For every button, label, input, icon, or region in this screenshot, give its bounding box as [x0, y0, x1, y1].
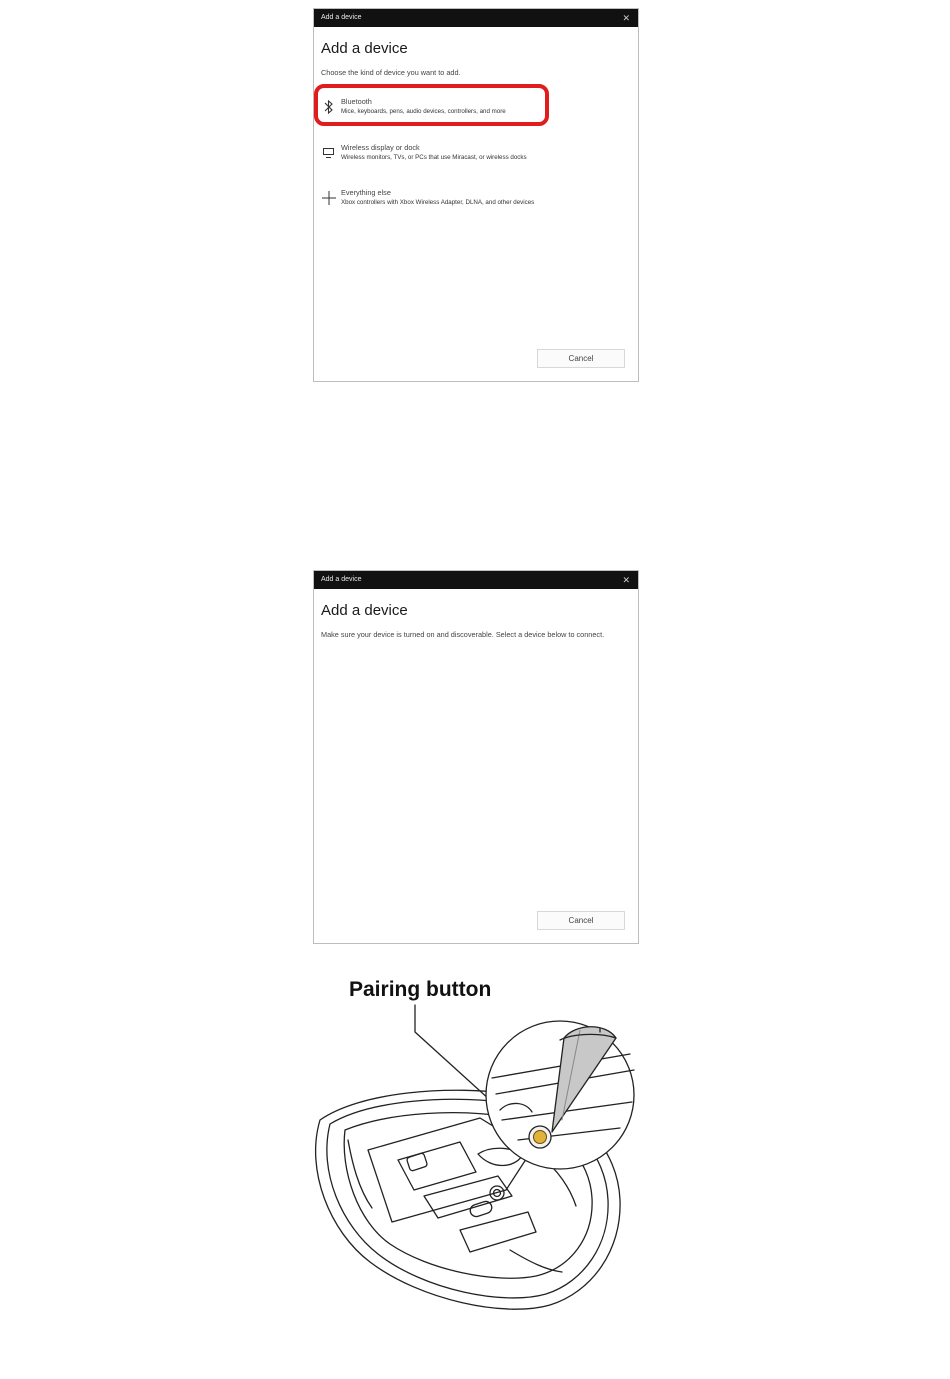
dialog-heading: Add a device: [321, 602, 408, 619]
dialog-title-bar: [314, 571, 638, 589]
monitor-icon: [322, 145, 336, 161]
option-wireless-display[interactable]: [319, 141, 619, 171]
dialog-subtitle: Choose the kind of device you want to add.: [321, 68, 461, 77]
dialog-title-bar: [314, 9, 638, 27]
bluetooth-icon: [322, 99, 336, 115]
close-icon[interactable]: ✕: [622, 575, 630, 585]
window-title: Add a device: [321, 576, 362, 583]
plus-icon: [322, 190, 336, 206]
add-device-dialog-searching: [313, 570, 639, 944]
cancel-button[interactable]: Cancel: [537, 911, 625, 930]
mouse-underside-illustration: [300, 1000, 650, 1320]
option-everything-else[interactable]: [319, 186, 619, 216]
option-bluetooth[interactable]: [319, 95, 619, 125]
close-icon[interactable]: ✕: [622, 13, 630, 23]
option-description: Wireless monitors, TVs, or PCs that use Miracast, or wireless docks: [341, 154, 527, 161]
add-device-dialog-choose: [313, 8, 639, 382]
pairing-button-label: Pairing button: [349, 978, 492, 1001]
option-title: Bluetooth: [341, 97, 372, 106]
dialog-heading: Add a device: [321, 40, 408, 57]
option-description: Mice, keyboards, pens, audio devices, controllers, and more: [341, 108, 506, 115]
window-title: Add a device: [321, 14, 362, 21]
option-title: Wireless display or dock: [341, 143, 420, 152]
cancel-button[interactable]: Cancel: [537, 349, 625, 368]
option-title: Everything else: [341, 188, 391, 197]
option-description: Xbox controllers with Xbox Wireless Adapter, DLNA, and other devices: [341, 199, 535, 206]
pairing-button: [534, 1131, 547, 1144]
dialog-subtitle: Make sure your device is turned on and discoverable. Select a device below to connect.: [321, 630, 605, 639]
